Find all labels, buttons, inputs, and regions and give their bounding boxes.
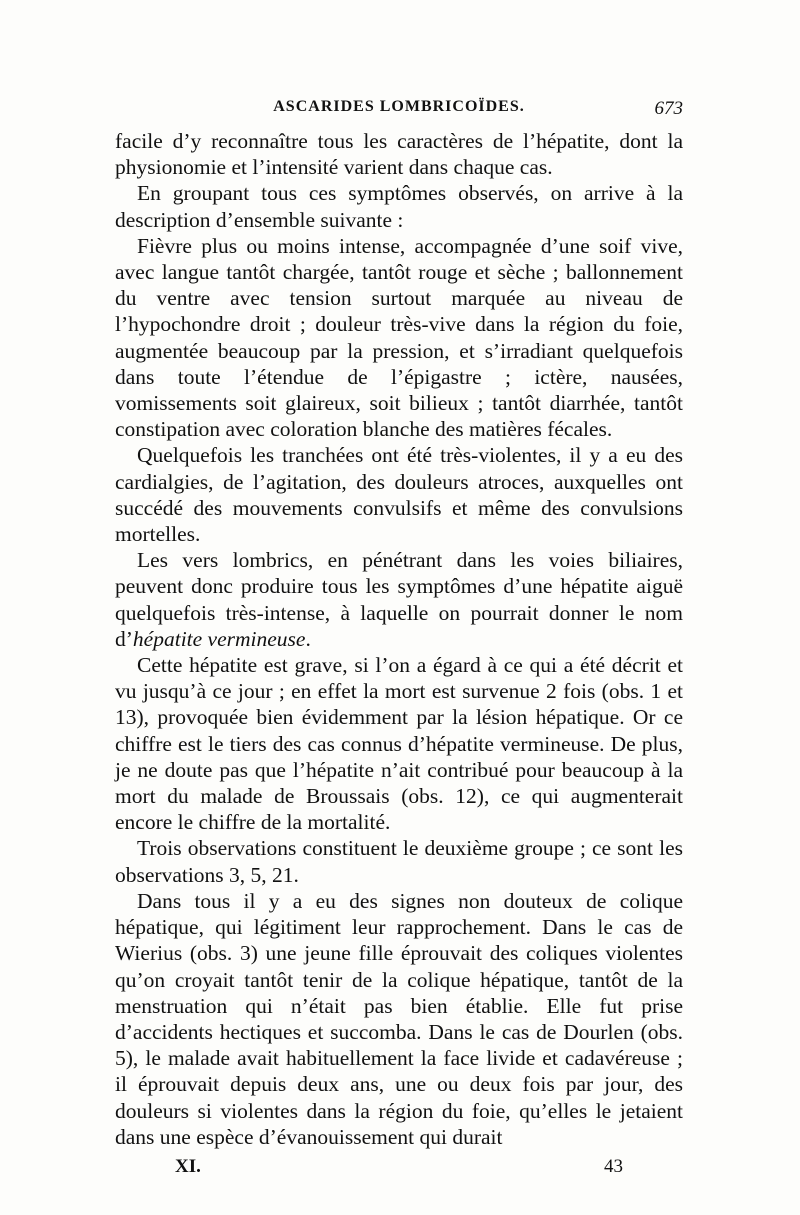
- paragraph-text: Fièvre plus ou moins intense, accompagnée d’une soif vive, avec langue tantôt chargée, tantôt rouge et sèche ; ballonnement du ventre avec tension surtout marquée au niveau de l’hypochondre droit ; douleur très-vive dans la région du foie, augmentée beaucoup par la pression, et s’irradiant quelquefois dans toute l’étendue de l’épigastre ; ictère, nausées, vomissements soit glaireux, soit bilieux ; tantôt diarrhée, tantôt constipation avec coloration blanche des matières fécales.: [115, 233, 683, 442]
- paragraph-text-end: .: [305, 626, 311, 651]
- paragraph-continuation: [115, 128, 683, 180]
- paragraph: [115, 652, 683, 835]
- paragraph: [115, 233, 683, 443]
- italic-term: hépatite vermineuse: [132, 626, 306, 651]
- paragraph-text: Les vers lombrics, en pénétrant dans les voies biliaires, peuvent donc produire tous les symptômes d’une hépatite aiguë quelquefois très-intense, à laquelle on pourrait donner le nom d’: [115, 548, 683, 651]
- running-title: ASCARIDES LOMBRICOÏDES.: [273, 98, 525, 115]
- page-footer: [115, 1156, 683, 1182]
- sheet-number: 43: [604, 1156, 623, 1177]
- paragraph: [115, 835, 683, 887]
- page-number: 673: [654, 98, 683, 119]
- paragraph-text: En groupant tous ces symptômes observés, on arrive à la description d’ensemble suivante :: [115, 181, 683, 232]
- paragraph-text: Cette hépatite est grave, si l’on a égard à ce qui a été décrit et vu jusqu’à ce jour ; en effet la mort est survenue 2 fois (obs. 1 et 13), provoquée bien évidemment par la lésion hépatique. Or ce chiffre est le tiers des cas connus d’hépatite vermineuse. De plus, je ne doute pas que l’hépatite n’ait contribué pour beaucoup à la mort du malade de Broussais (obs. 12), ce qui augmenterait encore le chiffre de la mortalité.: [115, 653, 683, 835]
- paragraph-text: facile d’y reconnaître tous les caractères de l’hépatite, dont la physionomie et l’intensité varient dans chaque cas.: [115, 129, 683, 180]
- paragraph-text: Trois observations constituent le deuxième groupe ; ce sont les observations 3, 5, 21.: [115, 836, 683, 887]
- paragraph-text: Quelquefois les tranchées ont été très-violentes, il y a eu des cardialgies, de l’agitation, des douleurs atroces, auxquelles ont succédé des mouvements convulsifs et même des convulsions mortelles.: [115, 443, 683, 547]
- paragraph: [115, 180, 683, 232]
- paragraph: [115, 547, 683, 652]
- paragraph: [115, 442, 683, 547]
- signature-mark: XI.: [175, 1156, 201, 1177]
- paragraph: [115, 888, 683, 1150]
- body-text: [115, 128, 683, 1150]
- page-header: [115, 98, 683, 122]
- paragraph-text: Dans tous il y a eu des signes non douteux de colique hépatique, qui légitiment leur rapprochement. Dans le cas de Wierius (obs. 3) une jeune fille éprouvait des coliques violentes qu’on croyait tantôt tenir de la colique hépatique, tantôt de la menstruation qui n’était pas bien établie. Elle fut prise d’accidents hectiques et succomba. Dans le cas de Dourlen (obs. 5), le malade avait habituellement la face livide et cadavéreuse ; il éprouvait depuis deux ans, une ou deux fois par jour, des douleurs si violentes dans la région du foie, qu’elles le jetaient dans une espèce d’évanouissement qui durait: [115, 888, 683, 1149]
